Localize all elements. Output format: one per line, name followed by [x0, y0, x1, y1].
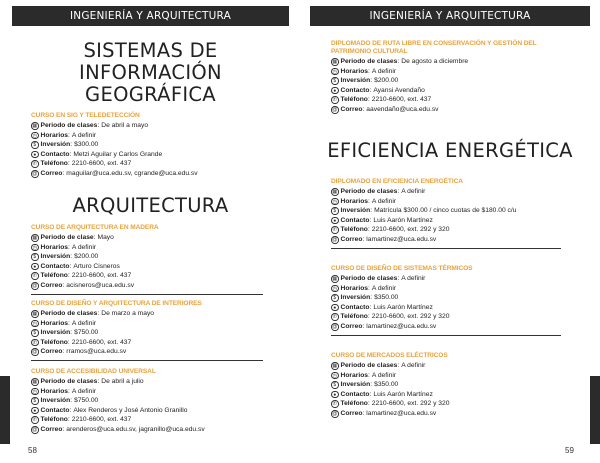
row-value: A definir — [71, 131, 97, 139]
ee-title: EFICIENCIA ENERGÉTICA — [327, 139, 573, 162]
row-label: Inversión — [340, 77, 371, 85]
row-label: Periodo de clases — [40, 122, 98, 129]
info-row: ▦ Periodo de clases : De agosto a diciembre — [332, 58, 469, 66]
row-value: A definir — [71, 243, 97, 251]
info-row: ◷ Horarios : A definir — [32, 319, 97, 327]
person-icon: ● — [331, 217, 339, 225]
row-label: Inversión — [40, 141, 71, 149]
info-row: ▦ Periodo de clases : De abril a mayo — [32, 122, 149, 130]
row-value: Luis Aarón Martínez — [373, 216, 433, 224]
course-title: CURSO DE DISEÑO DE SISTEMAS TÉRMICOS — [331, 265, 473, 272]
phone-icon: ✆ — [332, 401, 337, 408]
row-label: Horarios — [340, 371, 369, 379]
row-value: Ayansi Avendaño — [373, 86, 425, 94]
phone-icon: ✆ — [32, 339, 37, 346]
row-label: Periodo de clases — [40, 310, 98, 317]
page-number-right: 59 — [565, 446, 574, 455]
row-value: De agosto a diciembre — [401, 58, 469, 65]
info-row: ● Contacto : Ayansi Avendaño — [331, 86, 571, 96]
row-label: Contacto — [40, 406, 70, 414]
calendar-icon: ▦ — [332, 189, 338, 196]
dollar-icon: $ — [331, 381, 339, 389]
clock-icon: ◷ — [332, 68, 337, 75]
info-row: ✆ Teléfono : 2210-6600, ext. 437 — [332, 96, 432, 104]
info-row: @ Correo : maguilar@uca.edu.sv, cgrande@uca.edu.sv — [32, 169, 198, 178]
row-value: lamartinez@uca.edu.sv — [366, 322, 437, 330]
info-row: @ Correo : lamartinez@uca.edu.sv — [332, 235, 437, 244]
info-row: @ Correo : acisneros@uca.edu.sv — [32, 281, 135, 290]
info-row: $ Inversión : $350.00 — [331, 380, 561, 390]
info-row: ◷ Horarios : A definir — [332, 371, 397, 379]
sig-title-line-3: GEOGRÁFICA — [85, 83, 216, 106]
row-value: $350.00 — [374, 381, 399, 389]
row-value: arenderos@uca.edu.sv, jagranillo@uca.edu.sv — [66, 425, 205, 433]
row-label: Teléfono — [340, 226, 368, 234]
row-label: Periodo de clases — [340, 188, 398, 195]
calendar-icon: ▦ — [332, 363, 338, 370]
info-row: $ Inversión : $300.00 — [31, 140, 271, 150]
info-row: $ Inversión : $200.00 — [31, 252, 263, 262]
row-label: Inversión — [40, 253, 71, 261]
row-value: A definir — [371, 197, 397, 205]
phone-icon: ✆ — [32, 417, 37, 424]
row-value: Metzi Aguilar y Carlos Grande — [73, 150, 163, 158]
section-divider — [31, 294, 263, 295]
row-label: Correo — [340, 322, 363, 330]
left-header: INGENIERÍA Y ARQUITECTURA — [12, 6, 289, 26]
info-row: ▦ Periodo de clase : Mayo — [32, 234, 114, 242]
calendar-icon: ▦ — [332, 59, 338, 66]
row-label: Correo — [40, 348, 63, 356]
at-icon: @ — [32, 427, 38, 434]
calendar-icon: ▦ — [32, 123, 38, 130]
row-label: Correo — [340, 235, 363, 243]
course-arq-madera — [31, 224, 263, 295]
row-label: Teléfono — [40, 272, 68, 280]
info-row: ▦ Periodo de clases : A definir — [332, 188, 426, 196]
row-value: $750.00 — [74, 329, 99, 337]
row-value: aavendaño@uca.edu.sv — [366, 105, 439, 113]
row-value: 2210-6600, ext. 292 y 320 — [371, 400, 450, 408]
row-label: Periodo de clases — [340, 362, 398, 369]
at-icon: @ — [32, 349, 38, 356]
clock-icon: ◷ — [32, 132, 37, 139]
dollar-icon: $ — [331, 207, 339, 215]
row-value: 2210-6600, ext. 437 — [71, 416, 132, 424]
row-value: A definir — [371, 284, 397, 292]
row-value: De abril a julio — [101, 378, 144, 385]
row-value: Alex Renderos y José Antonio Granillo — [73, 406, 188, 414]
phone-icon: ✆ — [332, 314, 337, 321]
course-title: CURSO DE MERCADOS ELÉCTRICOS — [331, 352, 448, 359]
row-value: A definir — [371, 371, 397, 379]
info-row: ▦ Periodo de clases : De abril a julio — [32, 378, 144, 386]
course-title-line-2: PATRIMONIO CULTURAL — [331, 48, 408, 55]
page-number-left: 58 — [28, 446, 37, 455]
section-divider — [331, 335, 561, 336]
phone-icon: ✆ — [332, 97, 337, 104]
row-label: Contacto — [40, 150, 70, 158]
course-sistemas-termicos — [331, 265, 561, 336]
info-row: ▦ Periodo de clases : A definir — [332, 275, 426, 283]
row-label: Periodo de clase — [40, 234, 94, 241]
course-title: CURSO DE ARQUITECTURA EN MADERA — [31, 224, 159, 231]
info-row: $ Inversión : Matrícula $300.00 / cinco cuotas de $180.00 c/u — [331, 206, 561, 216]
info-row: ◷ Horarios : A definir — [32, 387, 97, 395]
info-row: ✆ Teléfono : 2210-6600, ext. 437 — [32, 416, 132, 424]
row-value: A definir — [401, 275, 426, 282]
info-row: ✆ Teléfono : 2210-6600, ext. 437 — [32, 338, 132, 346]
sig-title — [12, 40, 289, 106]
row-label: Correo — [40, 425, 63, 433]
row-label: Horarios — [340, 197, 369, 205]
sig-title-line-1: SISTEMAS DE — [83, 39, 218, 62]
info-row: ● Contacto : Luis Aarón Martínez — [331, 216, 561, 226]
at-icon: @ — [32, 283, 38, 290]
row-label: Horarios — [40, 319, 69, 327]
at-icon: @ — [332, 107, 338, 114]
info-row: @ Correo : rramos@uca.edu.sv — [32, 348, 127, 356]
row-value: $200.00 — [374, 77, 399, 85]
at-icon: @ — [332, 411, 338, 418]
row-value: 2210-6600, ext. 292 y 320 — [371, 313, 450, 321]
course-title: CURSO DE ACCESIBILIDAD UNIVERSAL — [31, 368, 156, 375]
row-value: 2210-6600, ext. 437 — [371, 96, 432, 104]
clock-icon: ◷ — [332, 372, 337, 379]
clock-icon: ◷ — [32, 320, 37, 327]
info-row: $ Inversión : $200.00 — [331, 76, 571, 86]
info-row: @ Correo : lamartinez@uca.edu.sv — [332, 322, 437, 331]
row-value: A definir — [371, 67, 397, 75]
row-value: $300.00 — [74, 141, 99, 149]
row-label: Horarios — [40, 387, 69, 395]
arq-title: ARQUITECTURA — [72, 194, 229, 217]
row-value: Luis Aarón Martínez — [373, 303, 433, 311]
info-row: ◷ Horarios : A definir — [332, 197, 397, 205]
right-header: INGENIERÍA Y ARQUITECTURA — [310, 6, 590, 26]
row-label: Teléfono — [340, 96, 368, 104]
ee-title-wrap — [310, 140, 590, 162]
row-label: Contacto — [340, 390, 370, 398]
row-label: Teléfono — [40, 160, 68, 168]
info-row: @ Correo : arenderos@uca.edu.sv, jagranillo@uca.edu.sv — [32, 425, 205, 434]
left-side-strip — [0, 376, 10, 444]
dollar-icon: $ — [31, 397, 39, 405]
info-row: ◷ Horarios : A definir — [32, 243, 97, 251]
row-value: $350.00 — [374, 294, 399, 302]
at-icon: @ — [332, 237, 338, 244]
row-label: Inversión — [40, 397, 71, 405]
calendar-icon: ▦ — [332, 276, 338, 283]
clock-icon: ◷ — [332, 198, 337, 205]
row-value: 2210-6600, ext. 437 — [71, 338, 132, 346]
row-label: Inversión — [340, 381, 371, 389]
info-row: ✆ Teléfono : 2210-6600, ext. 292 y 320 — [332, 226, 450, 234]
sig-title-line-2: INFORMACIÓN — [79, 61, 222, 84]
row-value: A definir — [71, 387, 97, 395]
person-icon: ● — [31, 263, 39, 271]
row-value: A definir — [401, 362, 426, 369]
person-icon: ● — [31, 151, 39, 159]
row-label: Horarios — [40, 243, 69, 251]
row-value: lamartinez@uca.edu.sv — [366, 409, 437, 417]
section-divider — [331, 248, 561, 249]
info-row: $ Inversión : $750.00 — [31, 328, 263, 338]
person-icon: ● — [331, 87, 339, 95]
dollar-icon: $ — [331, 77, 339, 85]
info-row: ● Contacto : Arturo Cisneros — [31, 262, 263, 272]
course-arq-interiores — [31, 300, 263, 361]
row-value: rramos@uca.edu.sv — [66, 348, 127, 356]
right-side-strip — [590, 376, 600, 444]
right-page — [300, 0, 600, 463]
row-value: Mayo — [97, 234, 114, 241]
course-title — [331, 40, 571, 56]
phone-icon: ✆ — [332, 227, 337, 234]
info-row: ◷ Horarios : A definir — [32, 131, 97, 139]
row-value: $200.00 — [74, 253, 99, 261]
info-row: $ Inversión : $750.00 — [31, 396, 263, 406]
person-icon: ● — [31, 407, 39, 415]
dollar-icon: $ — [31, 329, 39, 337]
course-title: CURSO DE DISEÑO Y ARQUITECTURA DE INTERIORES — [31, 300, 202, 307]
row-value: lamartinez@uca.edu.sv — [366, 235, 437, 243]
row-label: Teléfono — [340, 400, 368, 408]
row-label: Teléfono — [340, 313, 368, 321]
row-label: Periodo de clases — [340, 58, 398, 65]
row-label: Correo — [40, 169, 63, 177]
info-row: ✆ Teléfono : 2210-6600, ext. 292 y 320 — [332, 313, 450, 321]
row-label: Teléfono — [40, 416, 68, 424]
row-label: Correo — [340, 105, 363, 113]
course-accesibilidad — [31, 368, 263, 435]
row-value: Luis Aarón Martínez — [373, 390, 433, 398]
info-row: ▦ Periodo de clases : De marzo a mayo — [32, 310, 155, 318]
course-title: CURSO EN SIG Y TELEDETECCIÓN — [31, 112, 140, 119]
info-row: ▦ Periodo de clases : A definir — [332, 362, 426, 370]
dollar-icon: $ — [31, 253, 39, 261]
at-icon: @ — [32, 171, 38, 178]
row-label: Periodo de clases — [40, 378, 98, 385]
info-row: ● Contacto : Alex Renderos y José Antonio Granillo — [31, 406, 263, 416]
calendar-icon: ▦ — [32, 311, 38, 318]
info-row: ● Contacto : Luis Aarón Martínez — [331, 303, 561, 313]
row-value: maguilar@uca.edu.sv, cgrande@uca.edu.sv — [66, 169, 198, 177]
info-row: @ Correo : aavendaño@uca.edu.sv — [332, 105, 439, 114]
clock-icon: ◷ — [32, 244, 37, 251]
course-title-line-1: DIPLOMADO DE RUTA LIBRE EN CONSERVACIÓN Y GESTIÓN DEL — [331, 40, 537, 47]
row-value: De abril a mayo — [101, 122, 149, 129]
row-value: A definir — [401, 188, 426, 195]
info-row: @ Correo : lamartinez@uca.edu.sv — [332, 409, 437, 418]
calendar-icon: ▦ — [32, 379, 38, 386]
arq-title-wrap — [12, 195, 289, 217]
row-value: De marzo a mayo — [101, 310, 155, 317]
person-icon: ● — [331, 391, 339, 399]
row-label: Teléfono — [40, 338, 68, 346]
row-label: Horarios — [340, 284, 369, 292]
at-icon: @ — [332, 324, 338, 331]
row-label: Contacto — [340, 216, 370, 224]
row-value: Arturo Cisneros — [73, 262, 120, 270]
row-label: Inversión — [40, 329, 71, 337]
row-value: acisneros@uca.edu.sv — [66, 281, 135, 289]
calendar-icon: ▦ — [32, 235, 38, 242]
info-row: ✆ Teléfono : 2210-6600, ext. 437 — [32, 160, 132, 168]
row-value: A definir — [71, 319, 97, 327]
row-label: Correo — [340, 409, 363, 417]
row-label: Periodo de clases — [340, 275, 398, 282]
dollar-icon: $ — [31, 141, 39, 149]
course-mercados-electricos — [331, 352, 561, 419]
row-label: Inversión — [340, 294, 371, 302]
course-patrimonio — [331, 40, 571, 115]
row-value: 2210-6600, ext. 437 — [71, 160, 132, 168]
info-row: ● Contacto : Metzi Aguilar y Carlos Grande — [31, 150, 271, 160]
row-label: Contacto — [340, 303, 370, 311]
course-ee-diplomado — [331, 178, 561, 249]
course-sig — [31, 112, 271, 179]
dollar-icon: $ — [331, 294, 339, 302]
row-label: Contacto — [40, 262, 70, 270]
row-label: Inversión — [340, 207, 371, 215]
clock-icon: ◷ — [32, 388, 37, 395]
info-row: ◷ Horarios : A definir — [332, 284, 397, 292]
row-value: $750.00 — [74, 397, 99, 405]
row-label: Horarios — [40, 131, 69, 139]
info-row: ● Contacto : Luis Aarón Martínez — [331, 390, 561, 400]
row-label: Contacto — [340, 86, 370, 94]
info-row: ✆ Teléfono : 2210-6600, ext. 292 y 320 — [332, 400, 450, 408]
info-row: ◷ Horarios : A definir — [332, 67, 397, 75]
clock-icon: ◷ — [332, 285, 337, 292]
row-value: 2210-6600, ext. 437 — [71, 272, 132, 280]
row-value: Matrícula $300.00 / cinco cuotas de $180.00 c/u — [374, 207, 517, 215]
info-row: $ Inversión : $350.00 — [331, 293, 561, 303]
row-label: Correo — [40, 281, 63, 289]
row-label: Horarios — [340, 67, 369, 75]
phone-icon: ✆ — [32, 161, 37, 168]
section-divider — [31, 360, 263, 361]
row-value: 2210-6600, ext. 292 y 320 — [371, 226, 450, 234]
course-title: DIPLOMADO EN EFICIENCIA ENERGÉTICA — [331, 178, 463, 185]
info-row: ✆ Teléfono : 2210-6600, ext. 437 — [32, 272, 132, 280]
person-icon: ● — [331, 304, 339, 312]
phone-icon: ✆ — [32, 273, 37, 280]
